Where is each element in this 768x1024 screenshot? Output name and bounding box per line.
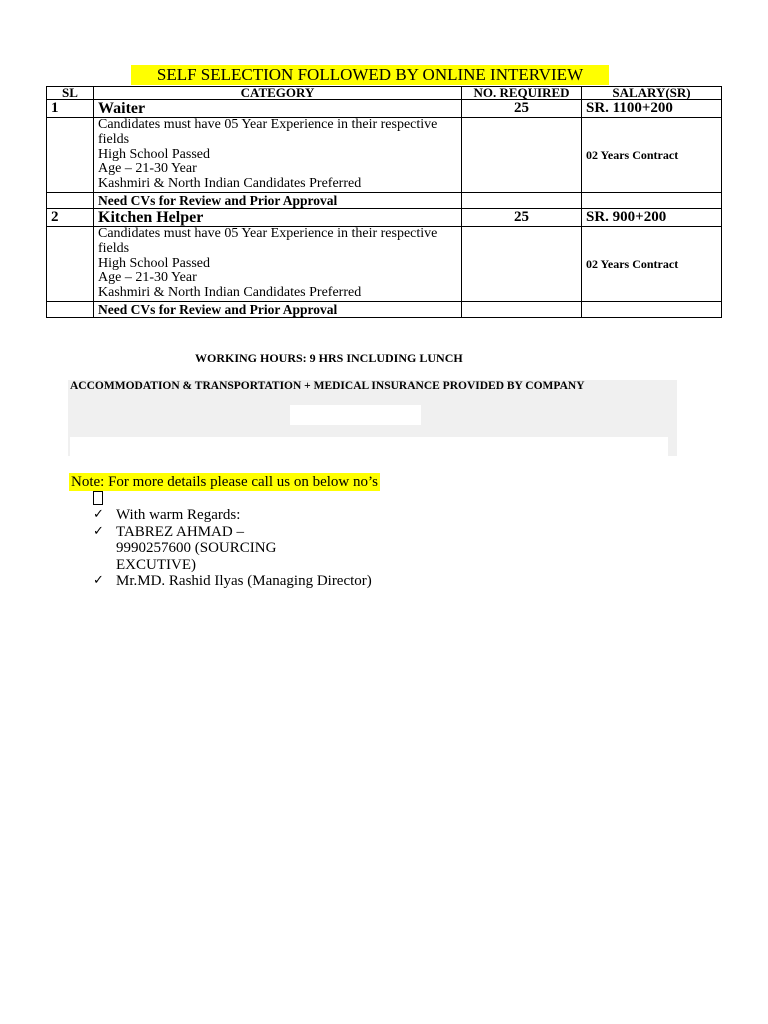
empty-cell: [462, 227, 582, 302]
table-row: [47, 193, 722, 209]
contract-term: 02 Years Contract: [582, 227, 722, 302]
position-sl: 2: [47, 209, 94, 227]
list-item: [93, 507, 436, 524]
list-item-text: Mr.MD. Rashid Ilyas (Managing Director): [116, 573, 372, 589]
requirement-item: Kashmiri & North Indian Candidates Preferred: [98, 285, 362, 301]
position-name: Kitchen Helper: [94, 209, 462, 227]
cv-note: Need CVs for Review and Prior Approval: [94, 193, 462, 209]
empty-cell: [47, 227, 94, 302]
missing-glyph-icon: [93, 491, 103, 505]
page-title: SELF SELECTION FOLLOWED BY ONLINE INTERVIEW: [131, 65, 609, 85]
header-sl: SL: [47, 87, 94, 100]
contact-list: [93, 507, 436, 590]
empty-cell: [47, 193, 94, 209]
list-item: [93, 524, 316, 574]
blank-field: [290, 405, 421, 425]
position-required: 25: [462, 100, 582, 118]
working-hours: WORKING HOURS: 9 HRS INCLUDING LUNCH: [195, 351, 463, 365]
header-salary: SALARY(SR): [582, 87, 722, 100]
requirement-item: Candidates must have 05 Year Experience in their respective fields: [98, 226, 438, 256]
cv-note: Need CVs for Review and Prior Approval: [94, 302, 462, 318]
requirements-list: [94, 118, 462, 193]
contact-note: Note: For more details please call us on below no’s: [71, 474, 379, 490]
empty-cell: [582, 302, 722, 318]
position-salary: SR. 1100+200: [582, 100, 722, 118]
requirement-item: High School Passed: [98, 146, 210, 162]
checkmark-icon: ✓: [93, 573, 104, 588]
requirement-item: Candidates must have 05 Year Experience in their respective fields: [98, 117, 438, 147]
contract-term: 02 Years Contract: [582, 118, 722, 193]
position-required: 25: [462, 209, 582, 227]
empty-cell: [47, 118, 94, 193]
position-sl: 1: [47, 100, 94, 118]
empty-cell: [462, 118, 582, 193]
blank-field: [70, 437, 668, 456]
requirements-list: [94, 227, 462, 302]
benefits-text: ACCOMMODATION & TRANSPORTATION + MEDICAL INSURANCE PROVIDED BY COMPANY: [70, 380, 585, 392]
position-name: Waiter: [94, 100, 462, 118]
table-row: [47, 100, 722, 118]
jobs-table: [46, 86, 722, 318]
list-item: [93, 573, 436, 590]
position-salary: SR. 900+200: [582, 209, 722, 227]
table-row: [47, 302, 722, 318]
requirement-item: High School Passed: [98, 255, 210, 271]
table-header-row: [47, 87, 722, 100]
table-row: [47, 227, 722, 302]
checkmark-icon: ✓: [93, 507, 104, 522]
benefits-box: [68, 380, 677, 456]
empty-cell: [462, 302, 582, 318]
list-item-text: With warm Regards:: [116, 507, 241, 523]
header-category: CATEGORY: [94, 87, 462, 100]
empty-cell: [582, 193, 722, 209]
empty-cell: [462, 193, 582, 209]
requirement-item: Age – 21-30 Year: [98, 270, 197, 286]
empty-cell: [47, 302, 94, 318]
requirement-item: Age – 21-30 Year: [98, 161, 197, 177]
list-item-text: TABREZ AHMAD – 9990257600 (SOURCING EXCUTIVE): [116, 523, 277, 573]
checkmark-icon: ✓: [93, 523, 104, 539]
header-required: NO. REQUIRED: [462, 87, 582, 100]
requirement-item: Kashmiri & North Indian Candidates Preferred: [98, 176, 362, 192]
table-row: [47, 209, 722, 227]
table-row: [47, 118, 722, 193]
